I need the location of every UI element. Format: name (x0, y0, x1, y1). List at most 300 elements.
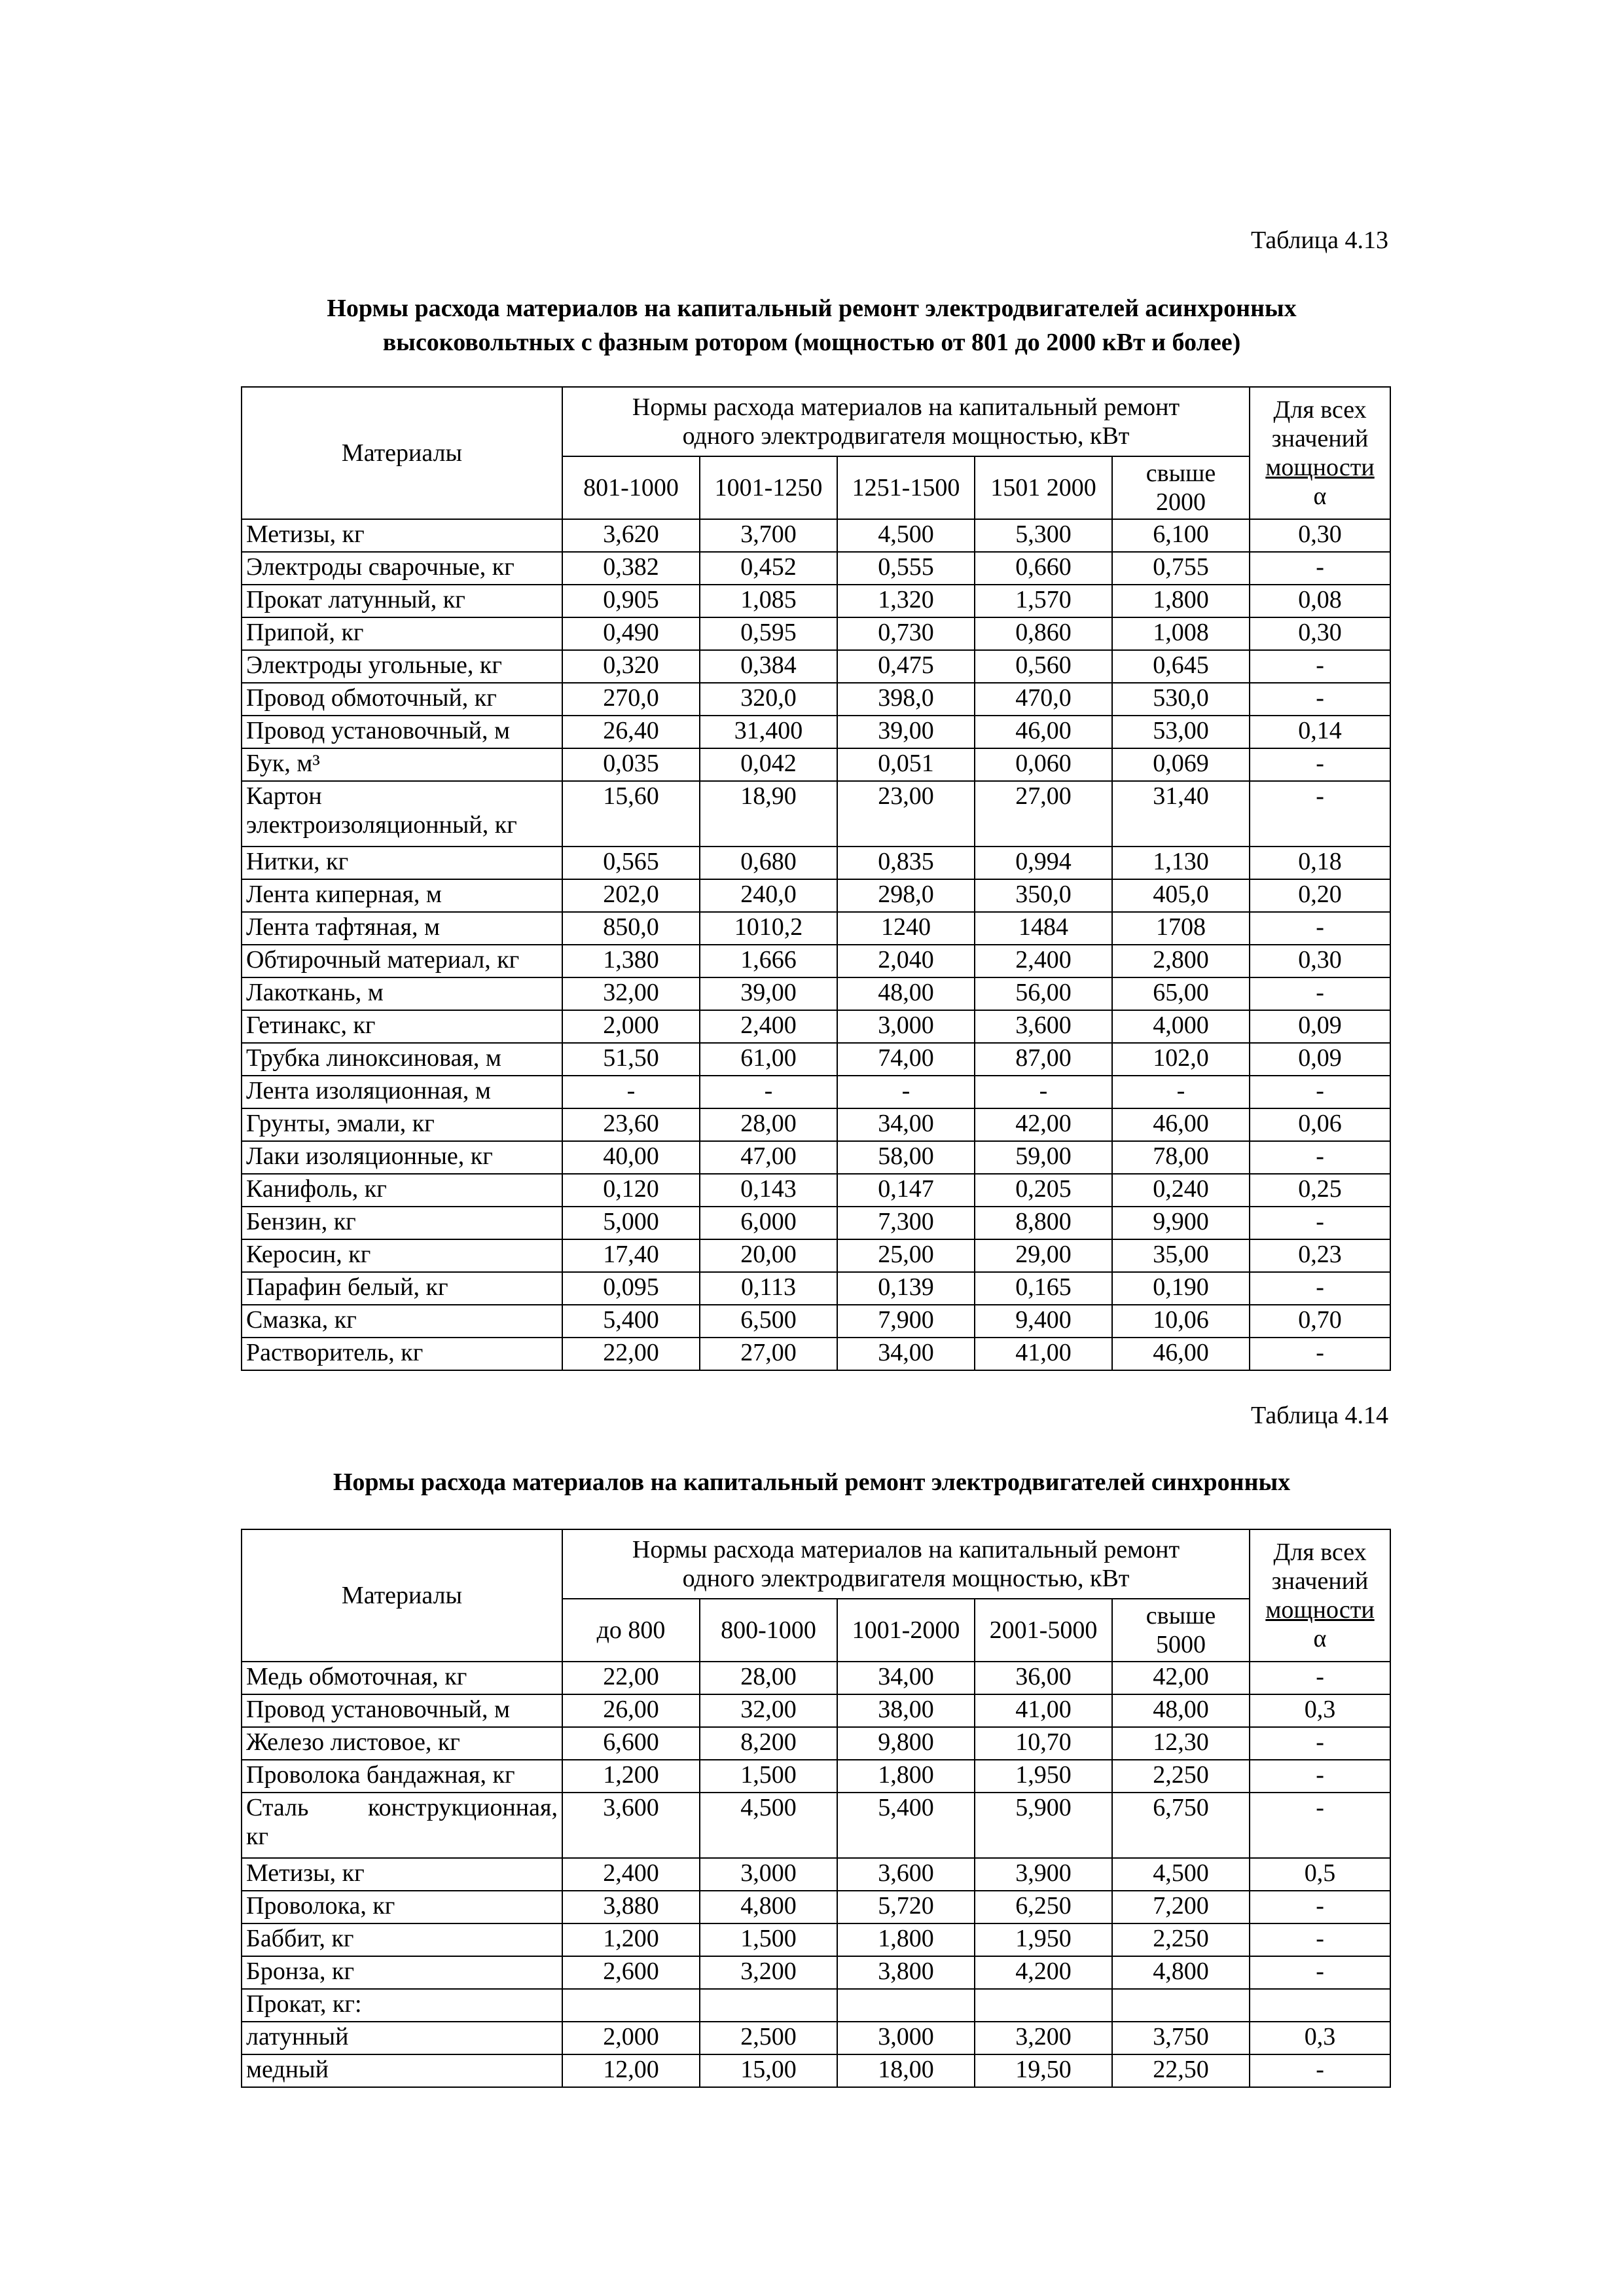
material-cell (242, 781, 562, 847)
alpha-value-cell: 0,3 (1250, 2022, 1390, 2054)
norm-value-cell: 42,00 (975, 1108, 1112, 1141)
alpha-value-cell: - (1250, 977, 1390, 1010)
norm-value-cell: 19,50 (975, 2054, 1112, 2087)
norm-value-cell: 0,905 (562, 585, 700, 617)
material-name: Лента изоляционная, м (246, 1077, 491, 1104)
header-line: Для всех (1273, 1539, 1367, 1566)
all-values-header (1250, 1529, 1390, 1662)
material-cell (242, 879, 562, 912)
material-cell (242, 1956, 562, 1989)
norm-value-cell: 7,300 (837, 1207, 975, 1239)
norm-value-cell: 1,200 (562, 1923, 700, 1956)
material-cell (242, 1760, 562, 1793)
header-line: свыше (1146, 460, 1216, 487)
norm-value-cell: 3,880 (562, 1891, 700, 1923)
alpha-symbol: α (1313, 1625, 1327, 1652)
norms-table-async-motors (241, 386, 1391, 1371)
norm-value-cell: 0,595 (700, 617, 837, 650)
norm-value-cell: 0,205 (975, 1174, 1112, 1207)
table-row (242, 1305, 1390, 1338)
norm-value-cell: 47,00 (700, 1141, 837, 1174)
norm-value-cell: 18,90 (700, 781, 837, 847)
norm-value-cell: 58,00 (837, 1141, 975, 1174)
norm-value-cell: 0,139 (837, 1272, 975, 1305)
norm-value-cell: 0,680 (700, 847, 837, 879)
norm-value-cell: 0,143 (700, 1174, 837, 1207)
material-cell (242, 748, 562, 781)
norm-value-cell: 3,750 (1112, 2022, 1250, 2054)
norm-value-cell: 39,00 (700, 977, 837, 1010)
alpha-value-cell: - (1250, 1141, 1390, 1174)
norm-value-cell: 0,095 (562, 1272, 700, 1305)
norm-value-cell: 28,00 (700, 1108, 837, 1141)
material-name: Бук, м³ (246, 750, 320, 777)
table-number-label: Таблица 4.14 (1250, 1402, 1388, 1429)
material-name: Провод обмоточный, кг (246, 684, 497, 712)
material-cell (242, 1662, 562, 1694)
norm-value-cell: 3,900 (975, 1858, 1112, 1891)
table-row (242, 2022, 1390, 2054)
table-row (242, 1207, 1390, 1239)
norm-value-cell: 0,147 (837, 1174, 975, 1207)
norm-value-cell: 0,382 (562, 552, 700, 585)
norm-value-cell: 46,00 (1112, 1338, 1250, 1370)
alpha-value-cell: - (1250, 1076, 1390, 1108)
materials-header: Материалы (242, 1529, 562, 1662)
alpha-value-cell: 0,14 (1250, 716, 1390, 748)
norm-value-cell: 12,30 (1112, 1727, 1250, 1760)
material-name: Баббит, кг (246, 1925, 354, 1952)
norm-value-cell: 0,475 (837, 650, 975, 683)
table-row (242, 1989, 1390, 2022)
alpha-value-cell: - (1250, 650, 1390, 683)
norm-value-cell: 0,860 (975, 617, 1112, 650)
material-name: Железо листовое, кг (246, 1728, 460, 1756)
norm-value-cell: 0,051 (837, 748, 975, 781)
alpha-value-cell: 0,08 (1250, 585, 1390, 617)
alpha-value-cell: - (1250, 683, 1390, 716)
table-row (242, 1923, 1390, 1956)
table-row (242, 1891, 1390, 1923)
norm-value-cell: 2,500 (700, 2022, 837, 2054)
norm-value-cell: 10,70 (975, 1727, 1112, 1760)
norm-value-cell: 320,0 (700, 683, 837, 716)
norm-value-cell: 3,600 (562, 1793, 700, 1858)
norm-value-cell: 35,00 (1112, 1239, 1250, 1272)
table-row (242, 977, 1390, 1010)
alpha-value-cell: - (1250, 1662, 1390, 1694)
norm-value-cell: 6,250 (975, 1891, 1112, 1923)
norm-value-cell: 8,800 (975, 1207, 1112, 1239)
material-cell (242, 617, 562, 650)
norm-value-cell: 2,000 (562, 1010, 700, 1043)
table-row (242, 1338, 1390, 1370)
norm-value-cell: 6,100 (1112, 519, 1250, 552)
table-row (242, 650, 1390, 683)
table-row (242, 1727, 1390, 1760)
norm-value-cell: 7,200 (1112, 1891, 1250, 1923)
norm-value-cell: 1708 (1112, 912, 1250, 945)
norm-value-cell: 2,600 (562, 1956, 700, 1989)
table-caption (236, 291, 1388, 359)
material-cell (242, 2022, 562, 2054)
material-cell (242, 1338, 562, 1370)
norm-value-cell: 1,800 (837, 1923, 975, 1956)
material-cell (242, 1694, 562, 1727)
norm-value-cell: 27,00 (700, 1338, 837, 1370)
norm-value-cell: 36,00 (975, 1662, 1112, 1694)
norm-value-cell: 40,00 (562, 1141, 700, 1174)
norm-value-cell: 3,000 (700, 1858, 837, 1891)
norm-value-cell: 87,00 (975, 1043, 1112, 1076)
table-row (242, 519, 1390, 552)
alpha-value-cell: 0,5 (1250, 1858, 1390, 1891)
norm-value-cell: 8,200 (700, 1727, 837, 1760)
power-range-header (1112, 456, 1250, 519)
table-row (242, 1858, 1390, 1891)
power-range-header: 800-1000 (700, 1599, 837, 1662)
material-cell (242, 716, 562, 748)
alpha-value-cell: - (1250, 2054, 1390, 2087)
norm-value-cell: 7,900 (837, 1305, 975, 1338)
material-name: Лаки изоляционные, кг (246, 1142, 493, 1170)
norm-value-cell: 3,600 (975, 1010, 1112, 1043)
material-name: Обтирочный материал, кг (246, 946, 520, 974)
material-name: Провод установочный, м (246, 717, 511, 744)
norm-value-cell: 4,500 (837, 519, 975, 552)
material-cell (242, 552, 562, 585)
norm-value-cell: 51,50 (562, 1043, 700, 1076)
alpha-value-cell: 0,30 (1250, 945, 1390, 977)
norm-value-cell: 15,00 (700, 2054, 837, 2087)
norm-value-cell: 2,400 (700, 1010, 837, 1043)
norm-value-cell: 9,400 (975, 1305, 1112, 1338)
material-cell (242, 585, 562, 617)
table-caption (236, 1465, 1388, 1499)
norm-value-cell: 0,660 (975, 552, 1112, 585)
norm-value-cell: 3,200 (975, 2022, 1112, 2054)
norm-value-cell: 23,00 (837, 781, 975, 847)
norm-value-cell: 298,0 (837, 879, 975, 912)
norm-value-cell: 32,00 (562, 977, 700, 1010)
norm-value-cell: 3,000 (837, 1010, 975, 1043)
material-name: Прокат, кг: (246, 1990, 362, 2018)
material-name: Картон (246, 782, 322, 810)
norm-value-cell: 29,00 (975, 1239, 1112, 1272)
norm-value-cell: 2,400 (562, 1858, 700, 1891)
norm-value-cell: 2,400 (975, 945, 1112, 977)
material-name: Электроды сварочные, кг (246, 553, 514, 581)
alpha-value-cell: - (1250, 1272, 1390, 1305)
power-range-header: 1001-1250 (700, 456, 837, 519)
norm-value-cell: 0,755 (1112, 552, 1250, 585)
norm-value-cell: 38,00 (837, 1694, 975, 1727)
material-name: Парафин белый, кг (246, 1273, 448, 1301)
norm-value-cell: 3,620 (562, 519, 700, 552)
norm-value-cell: 1,320 (837, 585, 975, 617)
norm-value-cell: 0,042 (700, 748, 837, 781)
norm-value-cell: 850,0 (562, 912, 700, 945)
norm-value-cell: 0,994 (975, 847, 1112, 879)
norm-value-cell: 0,560 (975, 650, 1112, 683)
material-cell (242, 1923, 562, 1956)
material-name: Припой, кг (246, 619, 364, 646)
power-range-header: 1001-2000 (837, 1599, 975, 1662)
material-cell (242, 1305, 562, 1338)
norm-value-cell: 1,200 (562, 1760, 700, 1793)
header-line: Для всех (1273, 396, 1367, 424)
norm-value-cell: 1,800 (837, 1760, 975, 1793)
material-cell (242, 1891, 562, 1923)
header-line: 5000 (1156, 1631, 1206, 1658)
norm-value-cell (700, 1989, 837, 2022)
norm-value-cell: 2,800 (1112, 945, 1250, 977)
material-cell (242, 1239, 562, 1272)
table-number-label: Таблица 4.13 (1250, 227, 1388, 254)
table-row (242, 2054, 1390, 2087)
norm-value-cell: 56,00 (975, 977, 1112, 1010)
alpha-value-cell: - (1250, 552, 1390, 585)
norm-value-cell: 3,800 (837, 1956, 975, 1989)
norm-value-cell: - (562, 1076, 700, 1108)
material-name: Гетинакс, кг (246, 1011, 376, 1039)
norms-group-header (562, 1529, 1250, 1599)
header-line: Нормы расхода материалов на капитальный ремонт (632, 1536, 1180, 1563)
norm-value-cell: 31,400 (700, 716, 837, 748)
norm-value-cell: 53,00 (1112, 716, 1250, 748)
norm-value-cell: 1,500 (700, 1923, 837, 1956)
material-name: Медь обмоточная, кг (246, 1663, 467, 1690)
norm-value-cell: 4,800 (700, 1891, 837, 1923)
power-range-header: 801-1000 (562, 456, 700, 519)
norm-value-cell: 398,0 (837, 683, 975, 716)
norm-value-cell: 0,730 (837, 617, 975, 650)
alpha-value-cell: 0,3 (1250, 1694, 1390, 1727)
table-row (242, 1662, 1390, 1694)
norm-value-cell: 1,800 (1112, 585, 1250, 617)
norm-value-cell: 102,0 (1112, 1043, 1250, 1076)
norm-value-cell: 17,40 (562, 1239, 700, 1272)
materials-header: Материалы (242, 387, 562, 519)
material-name: Электроды угольные, кг (246, 651, 502, 679)
norm-value-cell: 530,0 (1112, 683, 1250, 716)
material-name: Канифоль, кг (246, 1175, 387, 1203)
norm-value-cell: 0,240 (1112, 1174, 1250, 1207)
norm-value-cell: 350,0 (975, 879, 1112, 912)
material-cell (242, 519, 562, 552)
norm-value-cell: 3,600 (837, 1858, 975, 1891)
norm-value-cell: 1,666 (700, 945, 837, 977)
norm-value-cell: 1240 (837, 912, 975, 945)
material-name: Грунты, эмали, кг (246, 1110, 435, 1137)
power-range-header (1112, 1599, 1250, 1662)
header-line: одного электродвигателя мощностью, кВт (682, 1565, 1130, 1592)
table-row (242, 1141, 1390, 1174)
material-cell (242, 1272, 562, 1305)
table-row (242, 716, 1390, 748)
material-name: Лакоткань, м (246, 979, 384, 1006)
norm-value-cell: 1,130 (1112, 847, 1250, 879)
material-cell (242, 683, 562, 716)
norm-value-cell: 34,00 (837, 1338, 975, 1370)
norm-value-cell: 46,00 (1112, 1108, 1250, 1141)
norm-value-cell: - (837, 1076, 975, 1108)
table-row (242, 1272, 1390, 1305)
alpha-value-cell: 0,09 (1250, 1010, 1390, 1043)
all-values-header (1250, 387, 1390, 519)
material-name: Метизы, кг (246, 520, 365, 548)
material-cell (242, 977, 562, 1010)
alpha-value-cell: - (1250, 781, 1390, 847)
table-row (242, 1010, 1390, 1043)
material-name-continued: кг (246, 1823, 269, 1850)
header-line: мощности (1265, 454, 1375, 481)
norm-value-cell: 28,00 (700, 1662, 837, 1694)
table-row (242, 585, 1390, 617)
norm-value-cell: 22,00 (562, 1662, 700, 1694)
table-row (242, 748, 1390, 781)
norm-value-cell: 26,40 (562, 716, 700, 748)
alpha-symbol: α (1313, 483, 1327, 510)
norm-value-cell: 0,190 (1112, 1272, 1250, 1305)
norm-value-cell: 0,835 (837, 847, 975, 879)
material-cell (242, 1043, 562, 1076)
material-name: латунный (246, 2023, 349, 2050)
norm-value-cell: 1010,2 (700, 912, 837, 945)
material-cell (242, 1989, 562, 2022)
norm-value-cell: 9,800 (837, 1727, 975, 1760)
material-cell (242, 650, 562, 683)
material-name: Прокат латунный, кг (246, 586, 465, 613)
norm-value-cell: 0,069 (1112, 748, 1250, 781)
material-cell (242, 1174, 562, 1207)
norm-value-cell: 1,570 (975, 585, 1112, 617)
power-range-header: 1501 2000 (975, 456, 1112, 519)
table-row (242, 683, 1390, 716)
material-name: Лента киперная, м (246, 881, 442, 908)
norm-value-cell: 5,720 (837, 1891, 975, 1923)
norm-value-cell: 15,60 (562, 781, 700, 847)
norm-value-cell: 26,00 (562, 1694, 700, 1727)
norm-value-cell: 4,800 (1112, 1956, 1250, 1989)
norm-value-cell: 23,60 (562, 1108, 700, 1141)
norm-value-cell: 10,06 (1112, 1305, 1250, 1338)
material-name: Смазка, кг (246, 1306, 357, 1334)
norm-value-cell: 0,565 (562, 847, 700, 879)
norm-value-cell: 41,00 (975, 1338, 1112, 1370)
material-name: Метизы, кг (246, 1859, 365, 1887)
norm-value-cell: 2,000 (562, 2022, 700, 2054)
norm-value-cell (975, 1989, 1112, 2022)
table-row (242, 945, 1390, 977)
material-name: Трубка линоксиновая, м (246, 1044, 501, 1072)
alpha-value-cell: 0,06 (1250, 1108, 1390, 1141)
material-name: Нитки, кг (246, 848, 349, 875)
norm-value-cell: 18,00 (837, 2054, 975, 2087)
norm-value-cell: 59,00 (975, 1141, 1112, 1174)
norm-value-cell: 4,500 (700, 1793, 837, 1858)
norm-value-cell: 2,040 (837, 945, 975, 977)
norm-value-cell: 3,700 (700, 519, 837, 552)
norm-value-cell: 6,600 (562, 1727, 700, 1760)
norm-value-cell: 0,645 (1112, 650, 1250, 683)
table-body (242, 1662, 1390, 2087)
alpha-value-cell: - (1250, 1891, 1390, 1923)
norm-value-cell: 46,00 (975, 716, 1112, 748)
norm-value-cell: 6,500 (700, 1305, 837, 1338)
header-line: свыше (1146, 1602, 1216, 1630)
norm-value-cell: 20,00 (700, 1239, 837, 1272)
power-range-header: до 800 (562, 1599, 700, 1662)
table-row (242, 1108, 1390, 1141)
material-name: Проволока, кг (246, 1892, 395, 1920)
norm-value-cell: 270,0 (562, 683, 700, 716)
material-cell (242, 1207, 562, 1239)
caption-line: Нормы расхода материалов на капитальный ремонт электродвигателей синхронных (333, 1468, 1291, 1496)
norm-value-cell: 405,0 (1112, 879, 1250, 912)
material-cell (242, 2054, 562, 2087)
norm-value-cell: 0,320 (562, 650, 700, 683)
table-row (242, 879, 1390, 912)
norm-value-cell: 0,113 (700, 1272, 837, 1305)
norm-value-cell (837, 1989, 975, 2022)
header-line: мощности (1265, 1596, 1375, 1624)
material-name: Керосин, кг (246, 1241, 371, 1268)
alpha-value-cell: 0,20 (1250, 879, 1390, 912)
alpha-value-cell: - (1250, 1338, 1390, 1370)
material-name: Бензин, кг (246, 1208, 356, 1235)
material-name: Бронза, кг (246, 1958, 355, 1985)
norm-value-cell: 0,555 (837, 552, 975, 585)
material-name: медный (246, 2056, 329, 2083)
norm-value-cell: 22,00 (562, 1338, 700, 1370)
norm-value-cell: 1,008 (1112, 617, 1250, 650)
norm-value-cell: 0,452 (700, 552, 837, 585)
material-name: Провод установочный, м (246, 1696, 511, 1723)
material-name: Лента тафтяная, м (246, 913, 441, 941)
norm-value-cell: 39,00 (837, 716, 975, 748)
table-body (242, 519, 1390, 1370)
table-row (242, 1043, 1390, 1076)
norm-value-cell (1112, 1989, 1250, 2022)
table-row (242, 1174, 1390, 1207)
norm-value-cell: 34,00 (837, 1108, 975, 1141)
material-name: Растворитель, кг (246, 1339, 424, 1366)
norm-value-cell: 470,0 (975, 683, 1112, 716)
header-line: 2000 (1156, 488, 1206, 516)
alpha-value-cell: 0,30 (1250, 617, 1390, 650)
table-row (242, 912, 1390, 945)
norm-value-cell: 202,0 (562, 879, 700, 912)
alpha-value-cell: - (1250, 1207, 1390, 1239)
material-cell (242, 1727, 562, 1760)
norm-value-cell: 48,00 (837, 977, 975, 1010)
norm-value-cell: 1,950 (975, 1923, 1112, 1956)
norm-value-cell: 4,000 (1112, 1010, 1250, 1043)
norm-value-cell: 3,000 (837, 2022, 975, 2054)
material-name: Проволока бандажная, кг (246, 1761, 515, 1789)
norm-value-cell: 6,750 (1112, 1793, 1250, 1858)
norm-value-cell: 32,00 (700, 1694, 837, 1727)
alpha-value-cell (1250, 1989, 1390, 2022)
material-cell (242, 1108, 562, 1141)
norm-value-cell: - (700, 1076, 837, 1108)
table-row (242, 1076, 1390, 1108)
material-cell (242, 912, 562, 945)
norm-value-cell: 5,000 (562, 1207, 700, 1239)
norm-value-cell: 12,00 (562, 2054, 700, 2087)
norm-value-cell: 240,0 (700, 879, 837, 912)
